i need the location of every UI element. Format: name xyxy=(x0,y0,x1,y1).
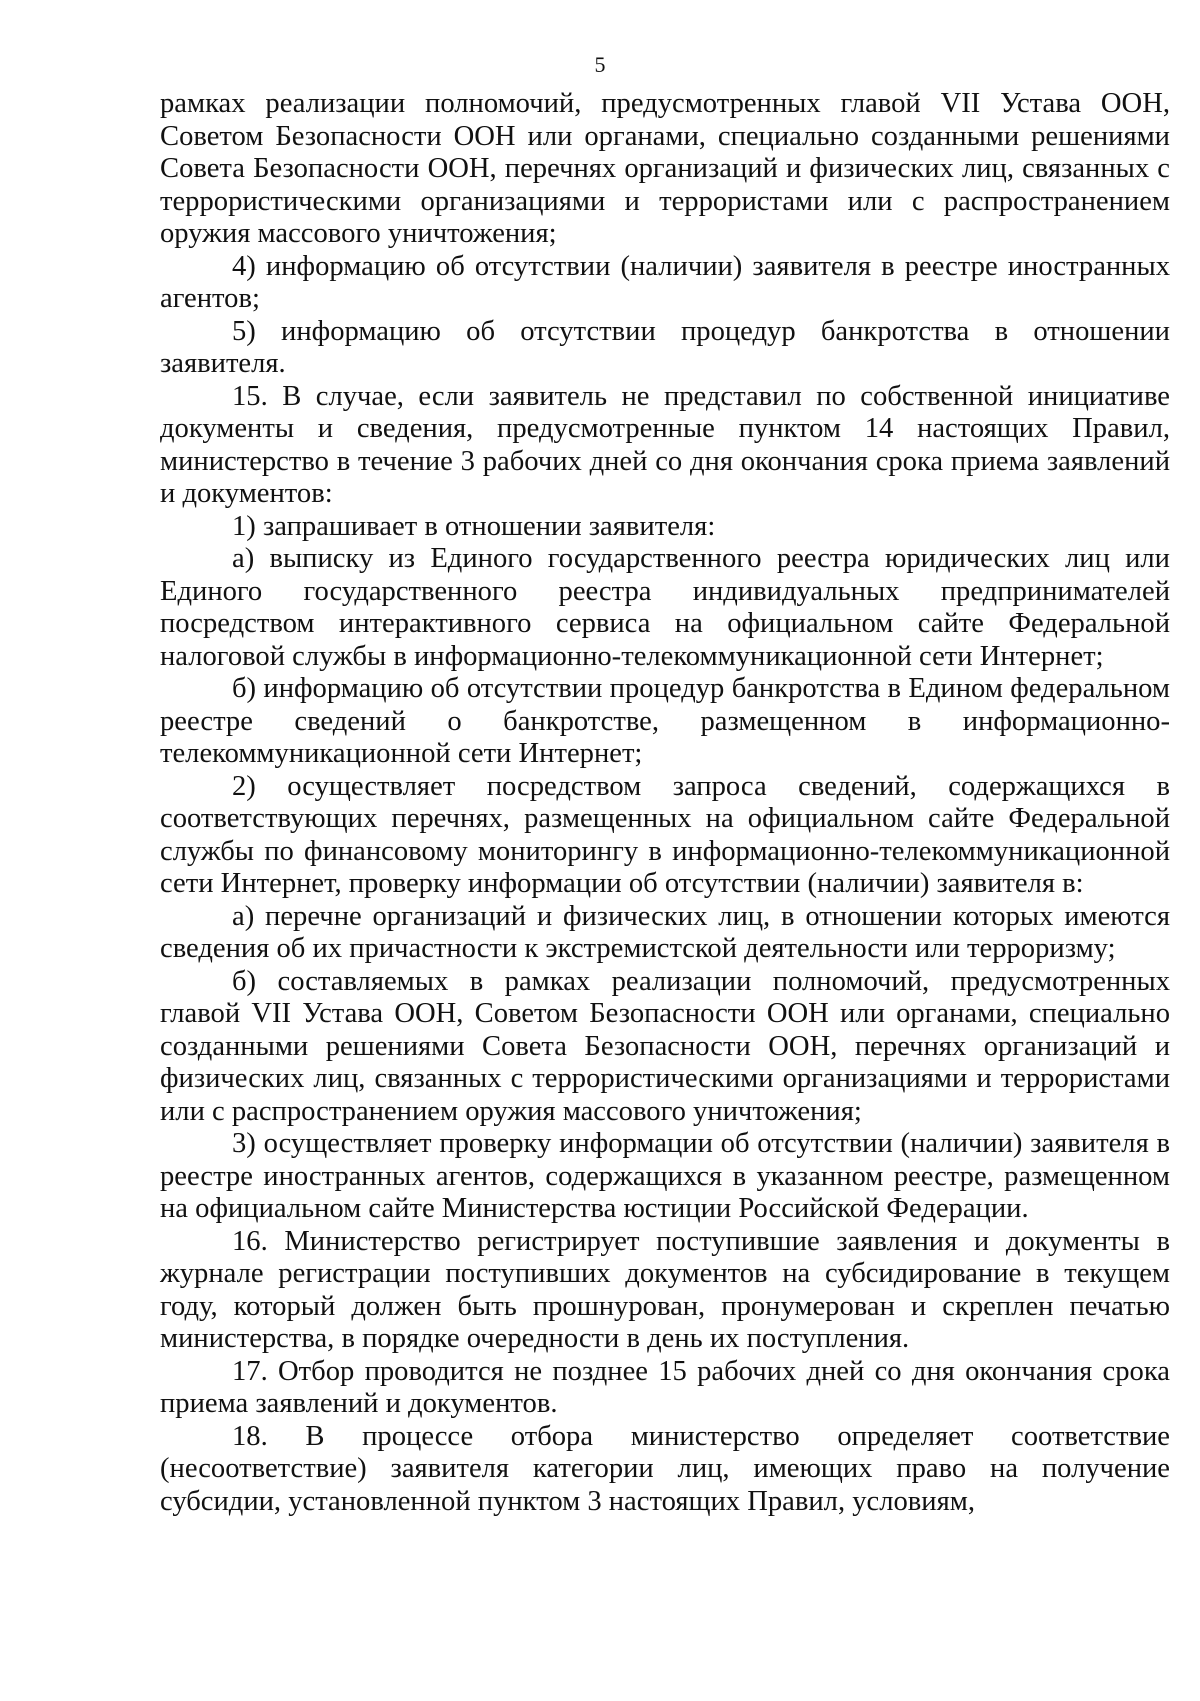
document-body xyxy=(160,88,1170,1518)
paragraph-subitem-1b: б) информацию об отсутствии процедур банкротства в Едином федеральном реестре сведений о банкротстве, размещенном в информационно-телекоммуникационной сети Интернет; xyxy=(160,673,1170,769)
paragraph-clause-17: 17. Отбор проводится не позднее 15 рабочих дней со дня окончания срока приема заявлений и документов. xyxy=(160,1355,1170,1419)
paragraph-subitem-2a: а) перечне организаций и физических лиц, в отношении которых имеются сведения об их причастности к экстремистской деятельности или терроризму; xyxy=(160,900,1170,964)
page-number: 5 xyxy=(594,52,606,77)
paragraph-item-5: 5) информацию об отсутствии процедур банкротства в отношении заявителя. xyxy=(160,315,1170,379)
paragraph-item-4: 4) информацию об отсутствии (наличии) заявителя в реестре иностранных агентов; xyxy=(160,250,1170,314)
paragraph-subitem-2: 2) осуществляет посредством запроса сведений, содержащихся в соответствующих перечнях, размещенных на официальном сайте Федеральной службы по финансовому мониторингу в информационно-телекоммуникационной сети Интернет, проверку информации об отсутствии (наличии) заявителя в: xyxy=(160,770,1170,899)
paragraph-clause-16: 16. Министерство регистрирует поступившие заявления и документы в журнале регистрации поступивших документов на субсидирование в текущем году, который должен быть прошнурован, пронумерован и скреплен печатью министерства, в порядке очередности в день их поступления. xyxy=(160,1225,1170,1354)
paragraph-continuation: рамках реализации полномочий, предусмотренных главой VII Устава ООН, Советом Безопасности ООН или органами, специально созданными решениями Совета Безопасности ООН, перечнях организаций и физических лиц, связанных с террористическими организациями и террористами или с распространением оружия массового уничтожения; xyxy=(160,88,1170,249)
paragraph-clause-18: 18. В процессе отбора министерство определяет соответствие (несоответствие) заявителя категории лиц, имеющих право на получение субсидии, установленной пунктом 3 настоящих Правил, условиям, xyxy=(160,1420,1170,1517)
paragraph-subitem-3: 3) осуществляет проверку информации об отсутствии (наличии) заявителя в реестре иностранных агентов, содержащихся в указанном реестре, размещенном на официальном сайте Министерства юстиции Российской Федерации. xyxy=(160,1128,1170,1224)
paragraph-subitem-1: 1) запрашивает в отношении заявителя: xyxy=(232,510,716,542)
paragraph-subitem-1a: а) выписку из Единого государственного реестра юридических лиц или Единого государственного реестра индивидуальных предпринимателей посредством интерактивного сервиса на официальном сайте Федеральной налоговой службы в информационно-телекоммуникационной сети Интернет; xyxy=(160,543,1170,672)
paragraph-clause-15: 15. В случае, если заявитель не представил по собственной инициативе документы и сведения, предусмотренные пунктом 14 настоящих Правил, министерство в течение 3 рабочих дней со дня окончания срока приема заявлений и документов: xyxy=(160,380,1170,509)
paragraph-subitem-2b: б) составляемых в рамках реализации полномочий, предусмотренных главой VII Устава ООН, Советом Безопасности ООН или органами, специально созданными решениями Совета Безопасности ООН, перечнях организаций и физических лиц, связанных с террористическими организациями и террористами или с распространением оружия массового уничтожения; xyxy=(160,965,1170,1127)
